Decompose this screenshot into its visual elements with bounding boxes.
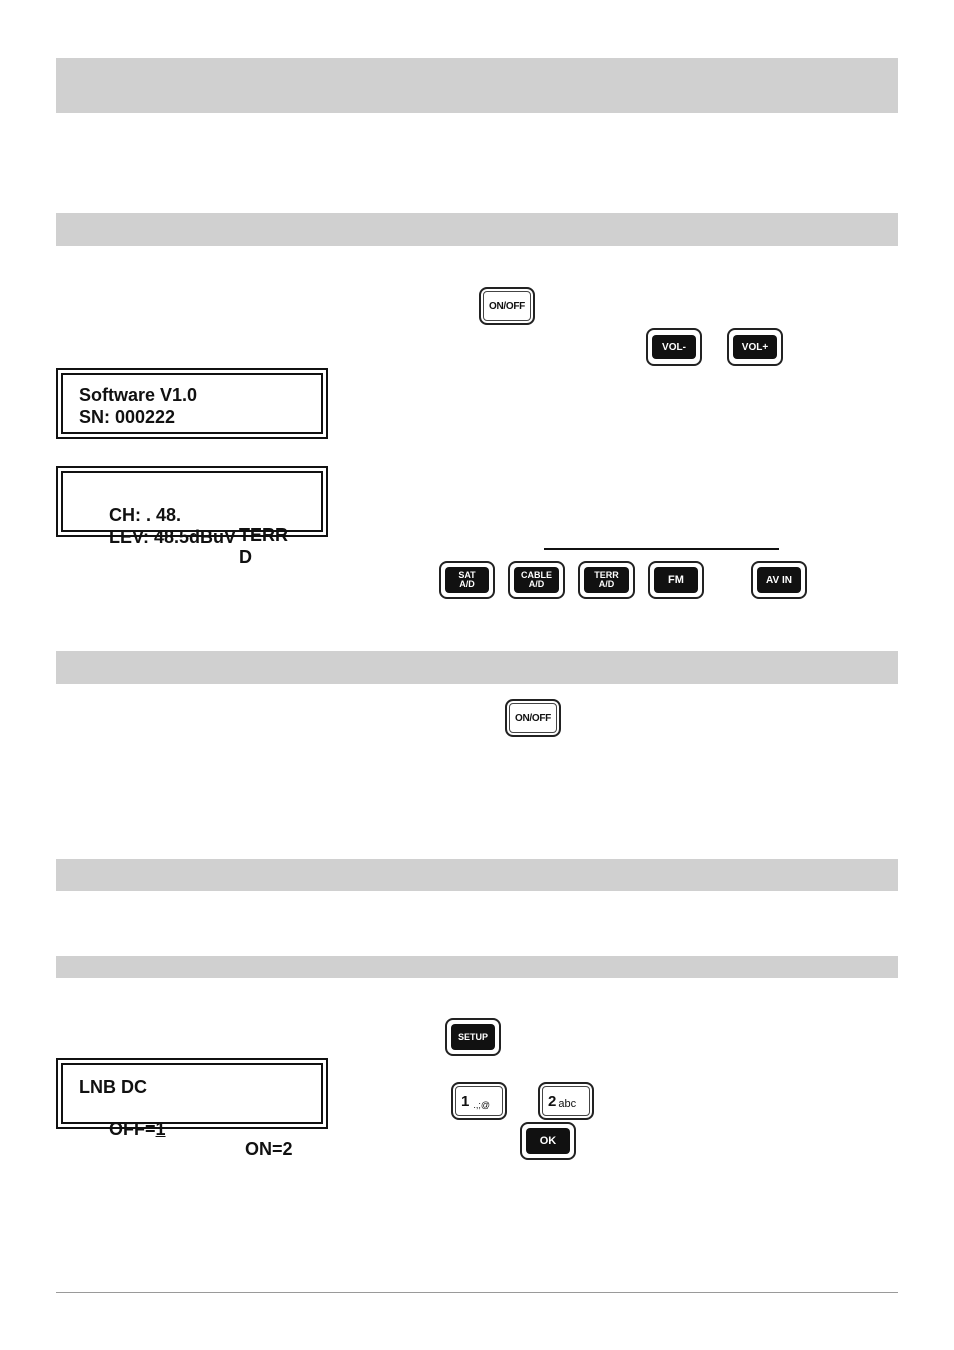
ok-button-label: OK <box>526 1128 570 1154</box>
lcd-level-value: LEV: 48.5dBuV <box>109 527 237 547</box>
cable-ad-button[interactable] <box>508 561 565 599</box>
lcd-band-mode: TERR <box>239 525 288 545</box>
sat-button-label: SAT <box>458 570 476 580</box>
key-2-chars: abc <box>558 1098 577 1110</box>
lcd-lnb-off-value: 1 <box>155 1119 166 1139</box>
lcd-signal-type: D <box>239 547 252 567</box>
key-2-button[interactable] <box>538 1082 594 1120</box>
lcd-lnb-off-label: OFF= <box>109 1119 156 1139</box>
section-header-band-4 <box>56 859 898 891</box>
key-2-digit: 2 <box>548 1092 557 1110</box>
lcd-level-line <box>79 507 319 587</box>
terr-button-sublabel: A/D <box>598 579 615 589</box>
lcd-software-version: Software V1.0 <box>79 385 198 405</box>
setup-button-label: SETUP <box>451 1024 495 1050</box>
ok-button[interactable] <box>520 1122 576 1160</box>
fm-button-label: FM <box>654 567 698 593</box>
vol-minus-button[interactable] <box>646 328 702 366</box>
lcd-lnb-options <box>79 1099 319 1179</box>
lcd-lnb-on-option: ON=2 <box>245 1139 293 1159</box>
section-header-band-5 <box>56 956 898 978</box>
terr-ad-button[interactable] <box>578 561 635 599</box>
vol-plus-button[interactable] <box>727 328 783 366</box>
lcd-serial-number: SN: 000222 <box>79 407 176 427</box>
mode-buttons-divider <box>544 548 779 550</box>
lcd-lnb-title: LNB DC <box>79 1077 147 1097</box>
av-in-button[interactable] <box>751 561 807 599</box>
section-header-band-2 <box>56 213 898 246</box>
vol-minus-label: VOL- <box>652 335 696 359</box>
key-1-button[interactable] <box>451 1082 507 1120</box>
footer-divider <box>56 1292 898 1293</box>
onoff-button[interactable] <box>479 287 535 325</box>
setup-button[interactable] <box>445 1018 501 1056</box>
sat-button-sublabel: A/D <box>459 579 475 589</box>
onoff-button-2-label: ON/OFF <box>515 712 551 724</box>
section-header-band-3 <box>56 651 898 684</box>
key-1-digit: 1 <box>461 1092 470 1110</box>
onoff-button-2[interactable] <box>505 699 561 737</box>
lcd-display-channel <box>56 466 328 567</box>
lcd-channel-number: CH: . 48. <box>109 505 182 525</box>
cable-button-label: CABLE <box>521 570 552 580</box>
terr-button-label: TERR <box>594 570 619 580</box>
lcd-display-software <box>56 368 328 439</box>
lcd-display-lnb <box>56 1058 328 1159</box>
av-in-button-label: AV IN <box>757 567 801 593</box>
section-header-band-1 <box>56 58 898 113</box>
fm-button[interactable] <box>648 561 704 599</box>
sat-ad-button[interactable] <box>439 561 495 599</box>
key-1-chars: .,;@ <box>473 1100 490 1110</box>
vol-plus-label: VOL+ <box>733 335 777 359</box>
cable-button-sublabel: A/D <box>528 579 545 589</box>
onoff-button-label: ON/OFF <box>489 300 525 312</box>
